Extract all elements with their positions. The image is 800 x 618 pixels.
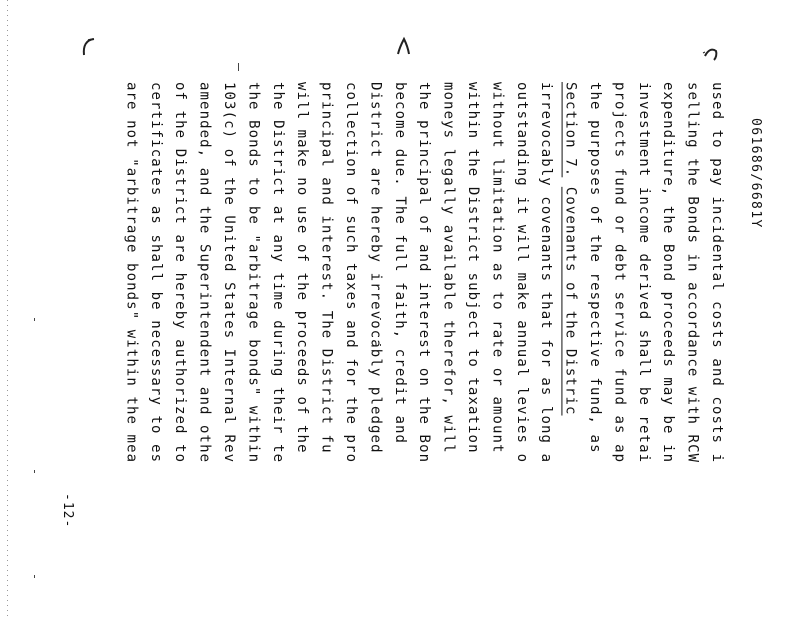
underlined-heading-text: Section 7.: [562, 82, 579, 178]
line-text: the principal of and interest on the Bon: [416, 82, 433, 464]
line-text: the District at any time during their te: [269, 82, 286, 464]
line-text: projects fund or debt service fund as ap: [611, 82, 628, 464]
line-text: the Bonds to be "arbitrage bonds" within: [245, 82, 262, 464]
text-line: [365, 82, 385, 454]
text-line: [439, 82, 459, 454]
document-id: 061686/6681Y: [748, 118, 763, 229]
text-line: [121, 82, 141, 463]
text-line: [268, 82, 288, 463]
line-text: are not "arbitrage bonds" within the mea: [123, 82, 140, 464]
line-text: the purposes of the respective fund, as: [587, 82, 603, 454]
hole-punch-mark: [394, 36, 412, 58]
scan-speck: [34, 470, 35, 473]
hole-punch-mark: [80, 36, 98, 58]
text-line: [317, 82, 337, 454]
line-text: principal and interest. The District fu: [318, 82, 335, 454]
line-text: irrevocably covenants that for as long a: [538, 82, 555, 464]
line-text: will make no use of the proceeds of the: [294, 82, 311, 454]
line-text: District are hereby irrevocably pledged: [367, 82, 384, 454]
line-text: without limitation as to rate or amount: [489, 82, 506, 454]
text-line: [683, 82, 703, 463]
line-text: become due. The full faith, credit and: [391, 82, 408, 445]
text-line: [609, 82, 629, 463]
text-line: [487, 82, 507, 454]
scan-edge-dots: [6, 0, 9, 618]
page-number: -12-: [60, 493, 75, 529]
text-line: [390, 82, 410, 444]
line-text: expenditure, the Bond proceeds may be in: [660, 82, 677, 464]
text-line: [243, 82, 263, 463]
line-text: investment income derived shall be retai: [635, 82, 652, 464]
text-line: [658, 82, 678, 463]
hole-punch-mark: [702, 42, 720, 64]
line-text: amended, and the Superintendent and othe: [196, 82, 213, 464]
line-text: certificates as shall be necessary to es: [147, 82, 164, 464]
underlined-heading-text: Covenants of the Distric: [562, 186, 579, 416]
text-line: [512, 82, 532, 463]
line-text: used to pay incidental costs and costs i: [709, 82, 725, 464]
scan-speck: [34, 318, 35, 321]
text-line: [707, 82, 727, 463]
line-text: selling the Bonds in accordance with RCW: [684, 82, 701, 464]
text-line: [585, 82, 605, 454]
text-line: [146, 82, 166, 463]
line-text: of the District are hereby authorized to: [172, 82, 189, 464]
text-line: [341, 82, 361, 463]
text-line: [634, 82, 654, 463]
line-text: moneys legally available therefor, will: [440, 82, 457, 454]
line-text: within the District subject to taxation: [465, 82, 481, 454]
text-line: [292, 82, 312, 454]
text-line: [195, 82, 215, 463]
line-text: [563, 177, 579, 187]
text-line: [170, 82, 190, 463]
line-text: 103(c) of the United States Internal Rev: [221, 82, 237, 464]
scan-speck: [238, 63, 239, 71]
text-line: [414, 82, 434, 463]
text-line: [219, 82, 239, 463]
text-line: [561, 82, 581, 416]
scan-speck: [34, 575, 35, 578]
text-line: [536, 82, 556, 463]
line-text: outstanding it will make annual levies o: [513, 82, 530, 464]
line-text: collection of such taxes and for the pro: [343, 82, 359, 464]
text-line: [463, 82, 483, 454]
